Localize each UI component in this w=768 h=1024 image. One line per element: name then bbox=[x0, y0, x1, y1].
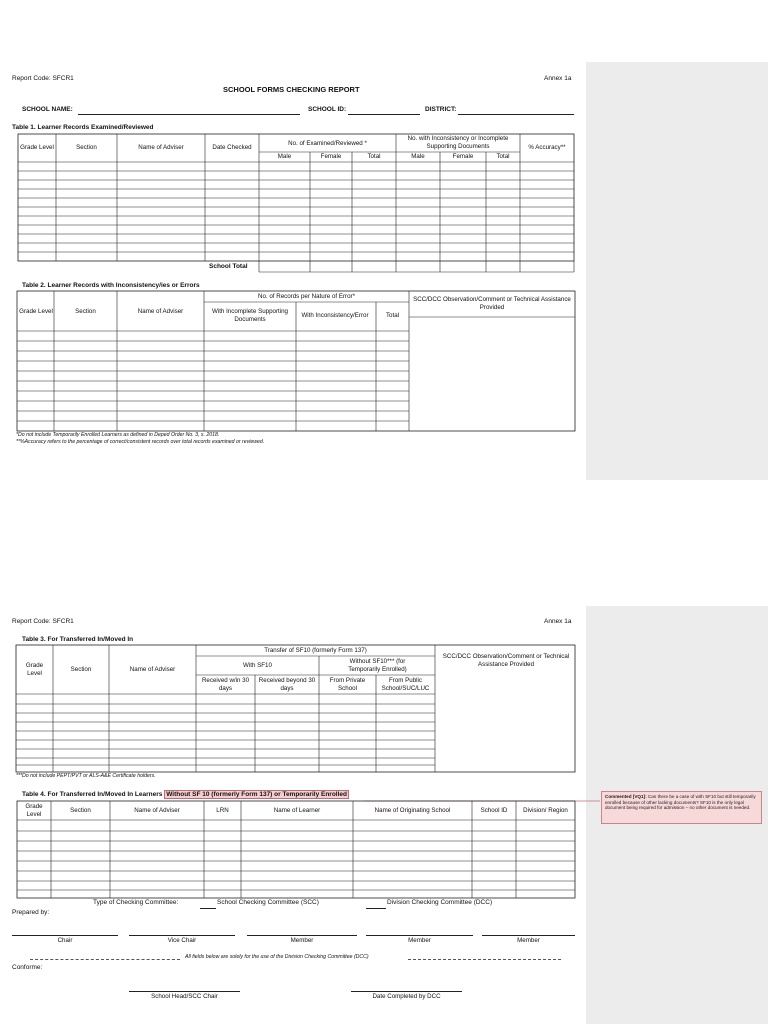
t4-header-section: Section bbox=[70, 806, 91, 814]
t1-header-female-2: Female bbox=[452, 152, 474, 160]
t1-header-inconsistency: No. with Inconsistency or Incomplete Supporting Documents bbox=[407, 135, 509, 150]
school-id-label: SCHOOL ID: bbox=[308, 106, 347, 113]
comment-text: Can there be a case of with SF10 but still temporarily enrolled because of other lacking documents? SF10 is the only legal document being required for admission – no other document is needed. bbox=[605, 794, 756, 811]
t2-header-incomplete: With Incomplete Supporting Documents bbox=[211, 308, 288, 323]
table4-caption-highlight[interactable]: Without SF 10 (formerly Form 137) or Temporarily Enrolled bbox=[166, 791, 347, 798]
table1-caption: Table 1. Learner Records Examined/Reviewed bbox=[12, 124, 154, 131]
t2-header-nature: No. of Records per Nature of Error* bbox=[258, 292, 355, 300]
t1-header-date: Date Checked bbox=[212, 144, 252, 152]
t1-header-adviser: Name of Adviser bbox=[138, 144, 184, 152]
district-field[interactable] bbox=[458, 114, 574, 115]
t4-header-lrn: LRN bbox=[216, 806, 229, 814]
school-id-field[interactable] bbox=[348, 114, 420, 115]
t3-header-with-sf10: With SF10 bbox=[243, 661, 272, 669]
prepared-by-label: Prepared by: bbox=[12, 909, 50, 916]
t4-header-grade: Grade Level bbox=[25, 802, 43, 818]
t1-header-male-2: Male bbox=[411, 152, 425, 160]
signatory-member-3: Member bbox=[517, 936, 540, 944]
t2-header-section: Section bbox=[75, 308, 96, 316]
district-label: DISTRICT: bbox=[425, 106, 457, 113]
t3-header-within-30: Received w/in 30 days bbox=[201, 677, 250, 692]
annex-label-2: Annex 1a bbox=[544, 618, 572, 625]
t2-header-grade: Grade Level bbox=[19, 308, 53, 316]
t3-header-grade: Grade Level bbox=[25, 662, 44, 677]
scc-option: School Checking Committee (SCC) bbox=[217, 899, 319, 906]
t3-header-transfer: Transfer of SF10 (formerly Form 137) bbox=[264, 646, 367, 654]
t4-header-adviser: Name of Adviser bbox=[134, 806, 180, 814]
dcc-checkbox-line[interactable] bbox=[366, 908, 386, 909]
signatory-vice-chair: Vice Chair bbox=[167, 936, 197, 944]
comment-balloon[interactable] bbox=[601, 791, 762, 824]
school-name-field[interactable] bbox=[78, 114, 300, 115]
table3-caption: Table 3. For Transferred In/Moved In bbox=[22, 636, 134, 643]
report-code: Report Code: SFCR1 bbox=[12, 75, 74, 82]
t3-header-private: From Private School bbox=[329, 677, 366, 692]
report-code-2: Report Code: SFCR1 bbox=[12, 618, 74, 625]
t1-header-total: Total bbox=[367, 152, 381, 160]
t1-header-male: Male bbox=[277, 152, 292, 160]
t1-header-section: Section bbox=[76, 144, 97, 152]
table2-caption: Table 2. Learner Records with Inconsistency/ies or Errors bbox=[22, 282, 200, 289]
t3-header-without-sf10: Without SF10*** (for Temporarily Enrolled) bbox=[348, 657, 407, 673]
conforme-label: Conforme: bbox=[12, 964, 43, 971]
footnote-1: *Do not include Temporarily Enrolled Learners as defined in Deped Order No. 3, s. 2018. bbox=[16, 432, 220, 438]
footnote-2: **%Accuracy refers to the percentage of correct/consistent records over total records examined or reviewed. bbox=[16, 439, 265, 445]
school-name-label: SCHOOL NAME: bbox=[22, 106, 73, 113]
dcc-note: All fields below are solely for the use of the Division Checking Committee (DCC) bbox=[185, 954, 369, 960]
signatory-chair: Chair bbox=[57, 936, 73, 944]
school-total-label: School Total bbox=[209, 263, 248, 270]
t2-header-adviser: Name of Adviser bbox=[137, 308, 184, 316]
t3-header-observation: SCC/DCC Observation/Comment or Technical Assistance Provided bbox=[442, 653, 570, 668]
table4-caption-text: Table 4. For Transferred In/Moved In Learners bbox=[22, 791, 163, 798]
t1-header-grade: Grade Level bbox=[20, 144, 54, 152]
t1-header-accuracy: % Accuracy** bbox=[528, 144, 566, 152]
comment-margin-page1 bbox=[586, 62, 768, 480]
annex-label: Annex 1a bbox=[544, 75, 572, 82]
t2-header-observation: SCC/DCC Observation/Comment or Technical Assistance Provided bbox=[413, 296, 571, 311]
dcc-option: Division Checking Committee (DCC) bbox=[387, 899, 493, 906]
committee-type-label: Type of Checking Committee: bbox=[93, 899, 179, 906]
t1-header-examined: No. of Examined/Reviewed * bbox=[288, 139, 367, 147]
footnote-3: ***Do not include PEPT/PVT or ALS-A&E Certificate holders. bbox=[16, 773, 156, 779]
t2-header-inconsistency: With Inconsistency/Error bbox=[301, 312, 369, 320]
t1-header-female: Female bbox=[320, 152, 342, 160]
t4-header-learner: Name of Learner bbox=[273, 806, 321, 814]
t4-header-division: Division/ Region bbox=[523, 806, 568, 814]
t2-header-total: Total bbox=[385, 312, 400, 320]
t3-header-public: From Public School/SUC/LUC bbox=[381, 677, 430, 692]
dcc-divider-right bbox=[408, 959, 561, 960]
t3-header-section: Section bbox=[70, 666, 92, 674]
t3-header-adviser: Name of Adviser bbox=[129, 666, 176, 674]
signatory-member-1: Member bbox=[290, 936, 314, 944]
t4-header-origin: Name of Originating School bbox=[374, 806, 451, 814]
signatory-member-2: Member bbox=[408, 936, 431, 944]
t3-header-beyond-30: Received beyond 30 days bbox=[258, 677, 316, 692]
date-completed-label: Date Completed by DCC bbox=[372, 992, 441, 1000]
t1-header-total-2: Total bbox=[496, 152, 510, 160]
table4-caption bbox=[22, 791, 349, 798]
school-head-label: School Head/SCC Chair bbox=[151, 992, 218, 1000]
comment-author: Commented [VQ1]: bbox=[605, 794, 647, 799]
scc-checkbox-line[interactable] bbox=[200, 908, 216, 909]
t4-header-school-id: School ID bbox=[480, 806, 508, 814]
dcc-divider-left bbox=[30, 959, 180, 960]
page-title: SCHOOL FORMS CHECKING REPORT bbox=[223, 85, 360, 94]
